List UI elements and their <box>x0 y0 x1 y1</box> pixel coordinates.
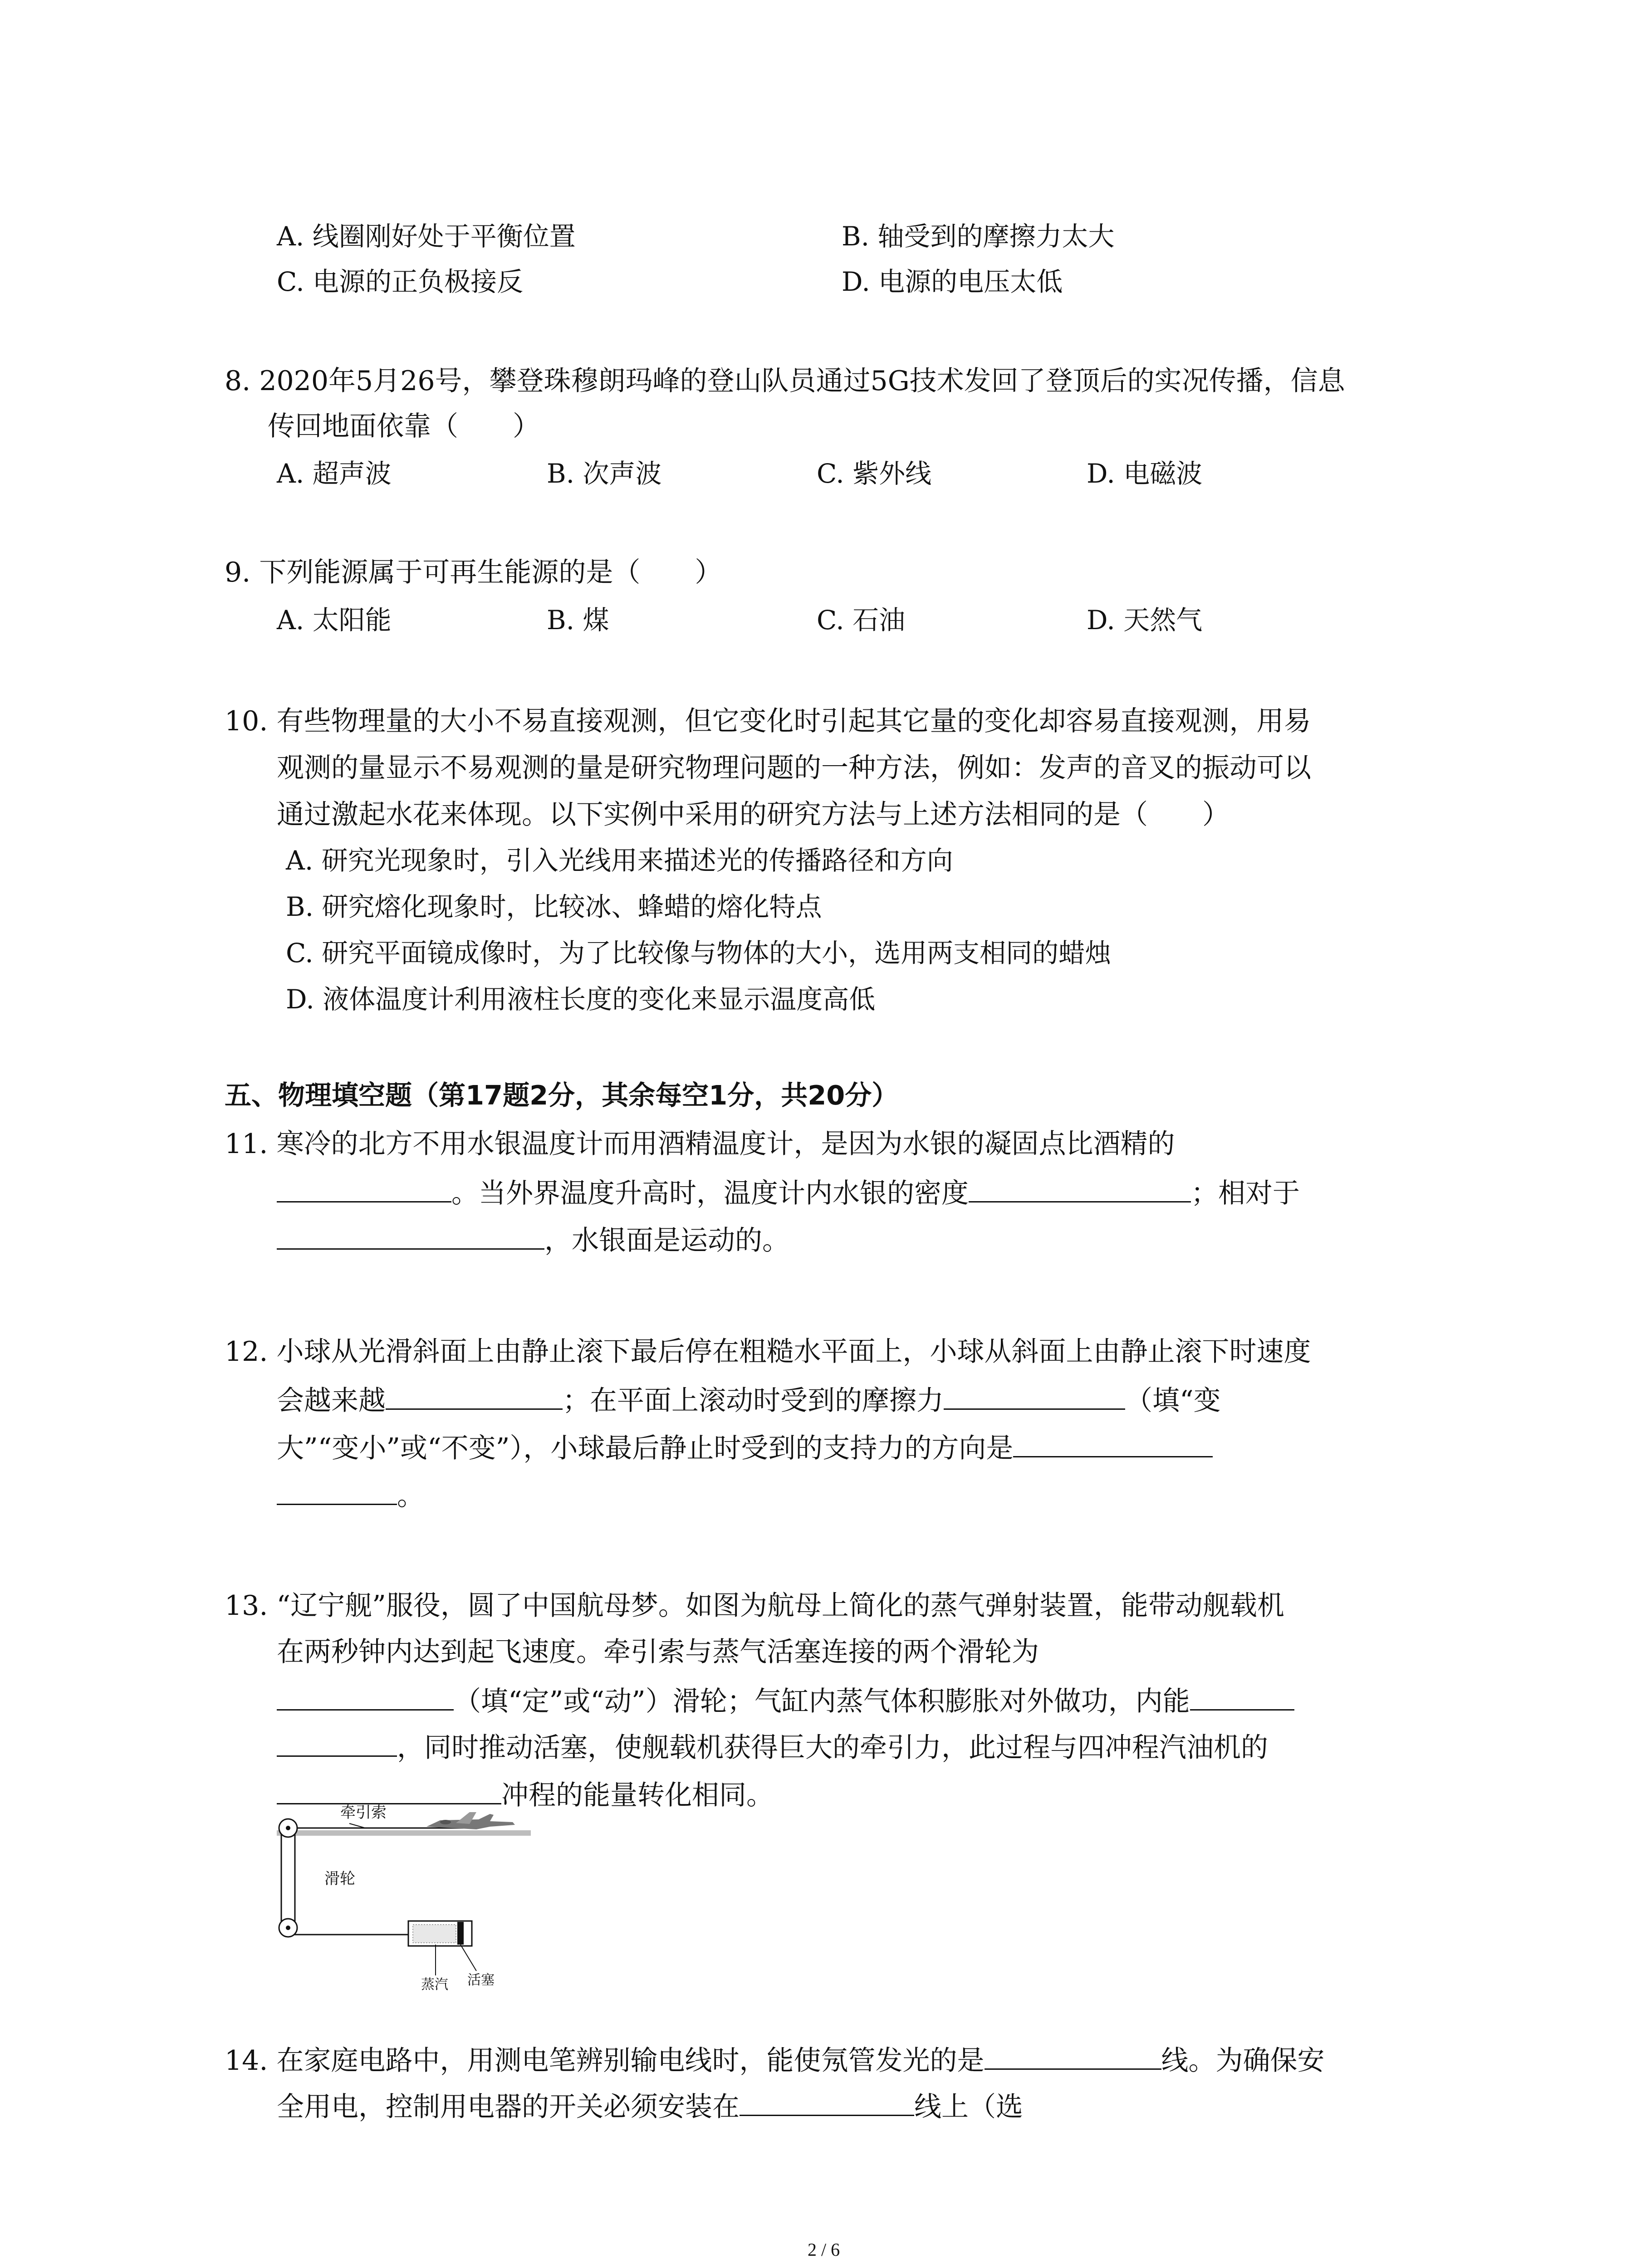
section-title: 五、物理填空题（第17题2分，其余每空1分，共20分） <box>225 1080 899 1111</box>
answer-blank[interactable] <box>277 1481 397 1505</box>
label-steam: 蒸汽 <box>421 1977 448 1993</box>
q10-stem-line3: 通过激起水花来体现。以下实例中采用的研究方法与上述方法相同的是（ ） <box>277 799 1230 831</box>
q7-option-d: D. 电源的电压太低 <box>842 266 1063 297</box>
q7-option-c: C. 电源的正负极接反 <box>277 266 524 297</box>
q8-option-d: D. 电磁波 <box>1087 458 1203 489</box>
q12-line3: 大”“变小”或“不变”），小球最后静止时受到的支持力的方向是 <box>277 1433 1213 1462</box>
aircraft-icon <box>426 1812 515 1829</box>
q13-line5: 冲程的能量转化相同。 <box>277 1780 774 1809</box>
label-piston: 活塞 <box>467 1972 495 1988</box>
q10-option-c: C. 研究平面镜成像时，为了比较像与物体的大小，选用两支相同的蜡烛 <box>286 938 1112 968</box>
answer-blank[interactable] <box>386 1386 563 1410</box>
q10-stem-line2: 观测的量显示不易观测的量是研究物理问题的一种方法，例如：发声的音叉的振动可以 <box>277 752 1311 784</box>
q11-stem-line1: 11. 寒冷的北方不用水银温度计而用酒精温度计，是因为水银的凝固点比酒精的 <box>225 1128 1175 1160</box>
q8-option-a: A. 超声波 <box>277 458 392 489</box>
q13-stem-line1: 13. “辽宁舰”服役，圆了中国航母梦。如图为航母上简化的蒸气弹射装置，能带动舰载机 <box>225 1590 1284 1622</box>
q13-stem-line2: 在两秒钟内达到起飞速度。牵引索与蒸气活塞连接的两个滑轮为 <box>277 1636 1039 1668</box>
label-pulley: 滑轮 <box>324 1870 355 1888</box>
steam-catapult-figure <box>277 1803 531 1994</box>
q11-line2: 。当外界温度升高时，温度计内水银的密度 ；相对于 <box>277 1178 1300 1207</box>
answer-blank[interactable] <box>277 1733 397 1757</box>
q8-stem-line1: 8. 2020年5月26号，攀登珠穆朗玛峰的登山队员通过5G技术发回了登顶后的实况传播，信息 <box>225 365 1345 397</box>
steam <box>413 1925 456 1943</box>
q9-stem: 9. 下列能源属于可再生能源的是（ ） <box>225 557 722 588</box>
answer-blank[interactable] <box>969 1178 1191 1202</box>
q9-option-c: C. 石油 <box>817 605 906 635</box>
label-rope: 牵引索 <box>340 1804 387 1822</box>
answer-blank[interactable] <box>1013 1433 1213 1457</box>
q8-stem-line2: 传回地面依靠（ ） <box>268 411 540 442</box>
q12-line2: 会越来越 ；在平面上滚动时受到的摩擦力 （填“变 <box>277 1385 1221 1417</box>
answer-blank[interactable] <box>944 1386 1125 1410</box>
q10-option-b: B. 研究熔化现象时，比较冰、蜂蜡的熔化特点 <box>286 891 822 922</box>
q7-option-a: A. 线圈刚好处于平衡位置 <box>277 221 576 252</box>
answer-blank[interactable] <box>277 1780 501 1804</box>
page-number: 2 / 6 <box>808 2239 840 2260</box>
q10-stem-line1: 10. 有些物理量的大小不易直接观测，但它变化时引起其它量的变化却容易直接观测，用易 <box>225 705 1311 737</box>
answer-blank[interactable] <box>277 1686 454 1711</box>
q12-line4: 。 <box>277 1481 424 1510</box>
q11-line3: ，水银面是运动的。 <box>277 1226 789 1254</box>
q13-line3: （填“定”或“动”）滑轮；气缸内蒸气体积膨胀对外做功，内能 <box>277 1686 1294 1715</box>
answer-blank[interactable] <box>740 2092 914 2116</box>
answer-blank[interactable] <box>277 1178 451 1202</box>
q10-option-d: D. 液体温度计利用液柱长度的变化来显示温度高低 <box>286 984 876 1015</box>
q14-line1: 14. 在家庭电路中，用测电笔辨别输电线时，能使氖管发光的是 线。为确保安 <box>225 2045 1325 2077</box>
q9-option-a: A. 太阳能 <box>277 605 392 635</box>
q9-option-b: B. 煤 <box>547 605 609 635</box>
q10-option-a: A. 研究光现象时，引入光线用来描述光的传播路径和方向 <box>286 845 953 876</box>
q9-option-d: D. 天然气 <box>1087 605 1203 635</box>
q13-line4: ，同时推动活塞，使舰载机获得巨大的牵引力，此过程与四冲程汽油机的 <box>277 1733 1268 1761</box>
q8-option-b: B. 次声波 <box>547 458 662 489</box>
answer-blank[interactable] <box>277 1226 544 1250</box>
deck <box>277 1830 531 1836</box>
answer-blank[interactable] <box>1190 1686 1294 1711</box>
piston <box>457 1922 464 1945</box>
answer-blank[interactable] <box>985 2046 1161 2070</box>
q7-option-b: B. 轴受到的摩擦力太大 <box>842 221 1115 252</box>
q8-option-c: C. 紫外线 <box>817 458 932 489</box>
q14-line2: 全用电，控制用电器的开关必须安装在 线上（选 <box>277 2091 1023 2123</box>
q12-stem-line1: 12. 小球从光滑斜面上由静止滚下最后停在粗糙水平面上，小球从斜面上由静止滚下时速度 <box>225 1336 1311 1368</box>
